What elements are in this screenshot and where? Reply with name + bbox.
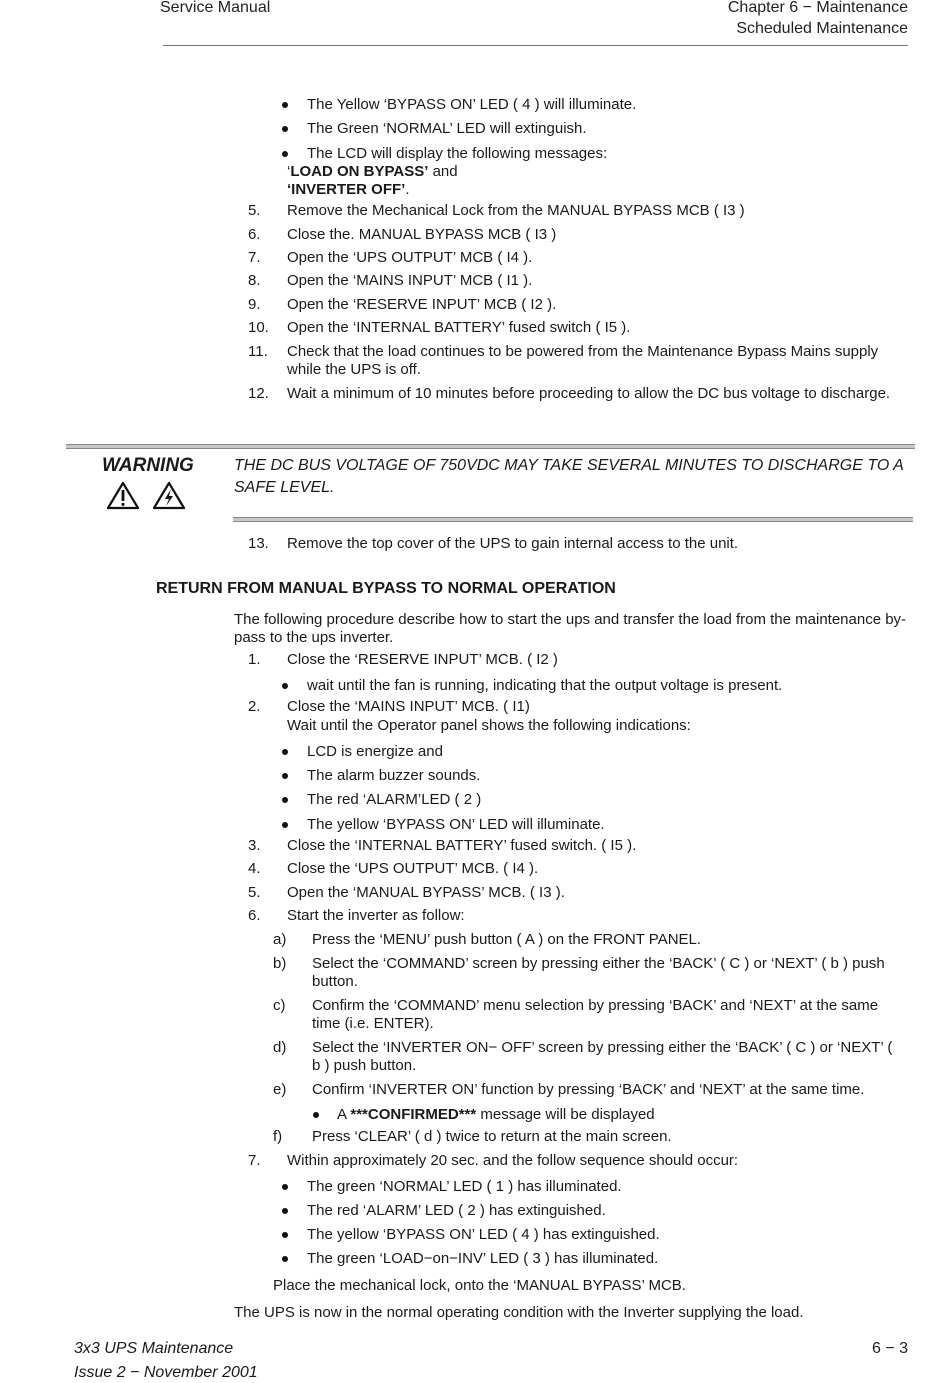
- list-item: The green ‘LOAD−on−INV’ LED ( 3 ) has illuminated.: [307, 1250, 659, 1267]
- step-text: Wait a minimum of 10 minutes before proceeding to allow the DC bus voltage to discharge.: [287, 385, 891, 402]
- warning-triangle-icon: [106, 481, 140, 510]
- step-number: 6.: [248, 226, 261, 243]
- step-text-continued: while the UPS is off.: [287, 361, 421, 378]
- list-item: The green ‘NORMAL’ LED ( 1 ) has illuminated.: [307, 1178, 622, 1195]
- final-statement: The UPS is now in the normal operating condition with the Inverter supplying the load.: [234, 1304, 804, 1321]
- bullet-dot: [282, 773, 288, 779]
- section-intro-line-2: pass to the ups inverter.: [234, 629, 394, 646]
- bullet-dot: [282, 151, 288, 157]
- step-text: Open the ‘MAINS INPUT’ MCB ( I1 ).: [287, 272, 533, 289]
- bullet-dot: [282, 683, 288, 689]
- step-number: 3.: [248, 837, 261, 854]
- substep-letter: f): [273, 1128, 283, 1145]
- step-text: Within approximately 20 sec. and the follow sequence should occur:: [287, 1152, 739, 1169]
- page-number: 6 − 3: [871, 1340, 908, 1357]
- step-number: 5.: [248, 202, 261, 219]
- list-item: The red ‘ALARM’ LED ( 2 ) has extinguished.: [307, 1202, 606, 1219]
- warning-bottom-bar: [233, 517, 913, 522]
- section-title: RETURN FROM MANUAL BYPASS TO NORMAL OPERATION: [156, 580, 616, 597]
- step-text: Close the. MANUAL BYPASS MCB ( I3 ): [287, 226, 557, 243]
- header-chapter: Chapter 6 − Maintenance: [727, 0, 908, 16]
- bullet-dot: [282, 822, 288, 828]
- step-number: 4.: [248, 860, 261, 877]
- substep-text-continued: time (i.e. ENTER).: [312, 1015, 434, 1032]
- step-text: Close the ‘UPS OUTPUT’ MCB. ( I4 ).: [287, 860, 539, 877]
- lcd-message-1: LOAD ON BYPASS’: [290, 163, 429, 180]
- bullet-dot: [282, 1184, 288, 1190]
- substep-text-continued: b ) push button.: [312, 1057, 417, 1074]
- substep-text-continued: button.: [312, 973, 358, 990]
- step-number: 7.: [248, 249, 261, 266]
- step-number: 5.: [248, 884, 261, 901]
- confirmed-post: message will be displayed: [476, 1106, 655, 1123]
- substep-text: Select the ‘INVERTER ON− OFF’ screen by pressing either the ‘BACK’ ( C ) or ‘NEXT’ (: [312, 1039, 893, 1056]
- and-text: and: [428, 163, 458, 180]
- step-text: Remove the top cover of the UPS to gain internal access to the unit.: [287, 535, 739, 552]
- section-intro-line-1: The following procedure describe how to start the ups and transfer the load from the maintenance by-: [234, 611, 907, 628]
- confirmed-pre: A: [337, 1106, 351, 1123]
- bullet-dot: [282, 1256, 288, 1262]
- step-text: Open the ‘INTERNAL BATTERY’ fused switch ( I5 ).: [287, 319, 631, 336]
- list-item: The red ‘ALARM’LED ( 2 ): [307, 791, 482, 808]
- lcd-message-2: ‘INVERTER OFF’: [287, 181, 406, 198]
- footer-issue: Issue 2 − November 2001: [74, 1364, 258, 1381]
- substep-letter: b): [273, 955, 287, 972]
- lcd-message-line: [287, 163, 458, 181]
- step-text: Remove the Mechanical Lock from the MANUAL BYPASS MCB ( I3 ): [287, 202, 745, 219]
- period: .: [405, 181, 410, 198]
- step-number: 8.: [248, 272, 261, 289]
- list-item: The Green ‘NORMAL’ LED will extinguish.: [307, 120, 587, 137]
- step-text: Close the ‘INTERNAL BATTERY’ fused switch. ( I5 ).: [287, 837, 637, 854]
- lcd-message-line-2: [287, 181, 410, 199]
- substep-text: Confirm the ‘COMMAND’ menu selection by pressing ‘BACK’ and ‘NEXT’ at the same: [312, 997, 879, 1014]
- step-text: Open the ‘RESERVE INPUT’ MCB ( I2 ).: [287, 296, 557, 313]
- step-text: Open the ‘MANUAL BYPASS’ MCB. ( I3 ).: [287, 884, 565, 901]
- header-left: Service Manual: [160, 0, 271, 16]
- footer-title: 3x3 UPS Maintenance: [74, 1340, 234, 1357]
- bullet-dot: [282, 1232, 288, 1238]
- step-number: 1.: [248, 651, 261, 668]
- list-item: The alarm buzzer sounds.: [307, 767, 481, 784]
- step-text-continued: Wait until the Operator panel shows the following indications:: [287, 717, 691, 734]
- step-number: 11.: [248, 343, 268, 360]
- step-text: Close the ‘MAINS INPUT’ MCB. ( I1): [287, 698, 530, 715]
- list-item: The Yellow ‘BYPASS ON’ LED ( 4 ) will illuminate.: [307, 96, 637, 113]
- header-section: Scheduled Maintenance: [736, 20, 908, 37]
- header-rule: [163, 45, 908, 46]
- confirmed-message: [337, 1106, 655, 1124]
- electric-shock-icon: [152, 481, 186, 510]
- substep-letter: c): [273, 997, 286, 1014]
- list-item: wait until the fan is running, indicating that the output voltage is present.: [307, 677, 783, 694]
- bullet-dot: [313, 1112, 319, 1118]
- substep-letter: d): [273, 1039, 287, 1056]
- step-number: 2.: [248, 698, 261, 715]
- list-item: The yellow ‘BYPASS ON’ LED ( 4 ) has extinguished.: [307, 1226, 660, 1243]
- confirmed-bold: ***CONFIRMED***: [350, 1106, 477, 1123]
- bullet-dot: [282, 126, 288, 132]
- list-item: LCD is energize and: [307, 743, 443, 760]
- substep-text: Select the ‘COMMAND’ screen by pressing either the ‘BACK’ ( C ) or ‘NEXT’ ( b ) push: [312, 955, 885, 972]
- step-number: 6.: [248, 907, 261, 924]
- step-number: 7.: [248, 1152, 261, 1169]
- step-number: 10.: [248, 319, 269, 336]
- substep-letter: a): [273, 931, 287, 948]
- substep-text: Confirm ‘INVERTER ON’ function by pressing ‘BACK’ and ‘NEXT’ at the same time.: [312, 1081, 865, 1098]
- quote-open: ‘: [287, 163, 291, 180]
- warning-label: WARNING: [102, 455, 194, 476]
- bullet-dot: [282, 1208, 288, 1214]
- substep-letter: e): [273, 1081, 287, 1098]
- warning-top-bar: [66, 444, 915, 449]
- step-text: Start the inverter as follow:: [287, 907, 465, 924]
- warning-text: THE DC BUS VOLTAGE OF 750VDC MAY TAKE SEVERAL MINUTES TO DISCHARGE TO A SAFE LEVEL.: [234, 457, 904, 496]
- step-text: Open the ‘UPS OUTPUT’ MCB ( I4 ).: [287, 249, 533, 266]
- substep-text: Press ‘CLEAR’ ( d ) twice to return at the main screen.: [312, 1128, 672, 1145]
- bullet-dot: [282, 797, 288, 803]
- list-item: The yellow ‘BYPASS ON’ LED will illuminate.: [307, 816, 605, 833]
- step-number: 13.: [248, 535, 269, 552]
- list-item: The LCD will display the following messages:: [307, 145, 608, 162]
- bullet-dot: [282, 749, 288, 755]
- substep-text: Press the ‘MENU’ push button ( A ) on the FRONT PANEL.: [312, 931, 702, 948]
- step-text: Close the ‘RESERVE INPUT’ MCB. ( I2 ): [287, 651, 558, 668]
- step-number: 9.: [248, 296, 261, 313]
- bullet-dot: [282, 102, 288, 108]
- step-text: Check that the load continues to be powered from the Maintenance Bypass Mains supply: [287, 343, 879, 360]
- mechanical-lock-note: Place the mechanical lock, onto the ‘MANUAL BYPASS’ MCB.: [273, 1277, 686, 1294]
- step-number: 12.: [248, 385, 269, 402]
